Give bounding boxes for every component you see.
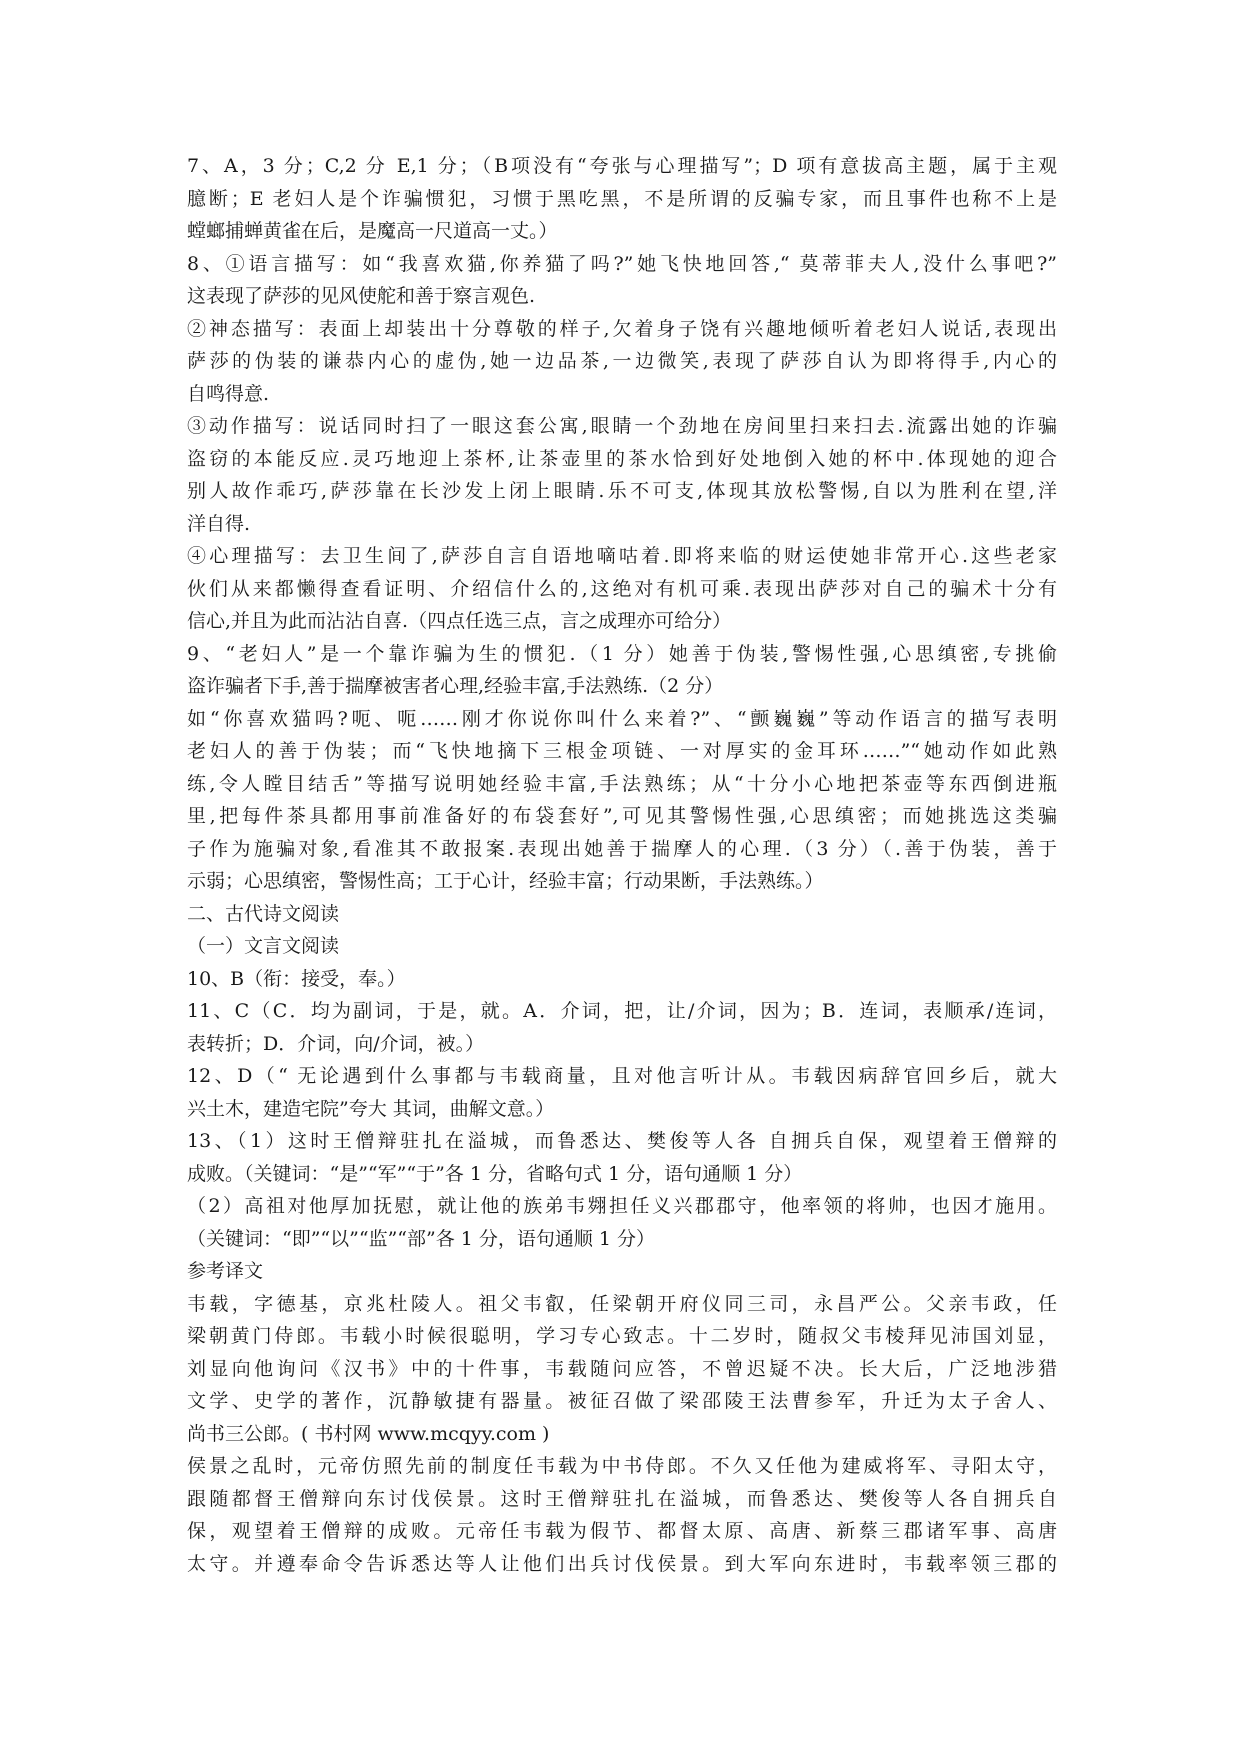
text-line: 文学、史学的著作，沉静敏捷有器量。被征召做了梁邵陵王法曹参军，升迁为太子舍人、 bbox=[187, 1390, 1057, 1412]
text-line: ④心理描写：去卫生间了,萨莎自言自语地嘀咕着.即将来临的财运使她非常开心.这些老家 bbox=[187, 545, 1057, 567]
text-line: 洋自得. bbox=[187, 512, 251, 535]
text-line: 老妇人的善于伪装；而“飞快地摘下三根金项链、一对厚实的金耳环……”“她动作如此熟 bbox=[187, 740, 1057, 762]
text-line: 成败。（关键词：“是”“军”“于”各 1 分，省略句式 1 分，语句通顺 1 分） bbox=[187, 1162, 803, 1185]
text-line: 10、B（衔：接受，奉。） bbox=[187, 967, 406, 990]
text-line: （2）高祖对他厚加抚慰，就让他的族弟韦翙担任义兴郡郡守，他率领的将帅，也因才施用。 bbox=[187, 1195, 1057, 1217]
text-line: 韦载，字德基，京兆杜陵人。祖父韦叡，任梁朝开府仪同三司，永昌严公。父亲韦政，任 bbox=[187, 1292, 1057, 1315]
text-line: 螳螂捕蝉黄雀在后，是魔高一尺道高一丈。） bbox=[187, 220, 558, 242]
text-line: 12、D（“ 无论遇到什么事都与韦载商量，且对他言听计从。韦载因病辞官回乡后，就大 bbox=[187, 1065, 1057, 1087]
text-line: ③动作描写：说话同时扫了一眼这套公寓,眼睛一个劲地在房间里扫来扫去.流露出她的诈骗 bbox=[187, 415, 1057, 437]
text-line: （关键词：“即”“以”“监”“部”各 1 分，语句通顺 1 分） bbox=[187, 1227, 656, 1250]
text-line: 7、A，3 分；C,2 分 E,1 分；（B项没有“夸张与心理描写”；D 项有意拔高主题，属于主观 bbox=[187, 155, 1057, 177]
text-line: 刘显向他询问《汉书》中的十件事，韦载随问应答，不曾迟疑不决。长大后，广泛地涉猎 bbox=[187, 1357, 1057, 1380]
text-line: 别人故作乖巧,萨莎靠在长沙发上闭上眼睛.乐不可支,体现其放松警惕,自以为胜利在望,洋 bbox=[187, 480, 1057, 502]
text-line: 跟随都督王僧辩向东讨伐侯景。这时王僧辩驻扎在溢城，而鲁悉达、樊俊等人各自拥兵自 bbox=[187, 1487, 1057, 1510]
text-line: 里,把每件茶具都用事前准备好的布袋套好”,可见其警惕性强,心思缜密；而她挑选这类骗 bbox=[187, 805, 1057, 827]
text-line: 兴土木，建造宅院”夸大 其词，曲解文意。） bbox=[187, 1097, 555, 1120]
text-line: （一）文言文阅读 bbox=[187, 935, 340, 957]
text-line: 盗窃的本能反应.灵巧地迎上茶杯,让茶壶里的茶水恰到好处地倒入她的杯中.体现她的迎合 bbox=[187, 447, 1057, 470]
text-line: 9、“老妇人”是一个靠诈骗为生的惯犯.（1 分）她善于伪装,警惕性强,心思缜密,专挑偷 bbox=[187, 642, 1057, 665]
text-line: 伙们从来都懒得查看证明、介绍信什么的,这绝对有机可乘.表现出萨莎对自己的骗术十分有 bbox=[187, 577, 1057, 600]
text-line: 梁朝黄门侍郎。韦载小时候很聪明，学习专心致志。十二岁时，随叔父韦棱拜见沛国刘显， bbox=[187, 1325, 1057, 1347]
text-line: 8、①语言描写：如“我喜欢猫,你养猫了吗?”她飞快地回答,“ 莫蒂菲夫人,没什么事吧?” bbox=[187, 252, 1057, 275]
text-line: 二、古代诗文阅读 bbox=[187, 902, 340, 925]
text-line: 自鸣得意. bbox=[187, 382, 270, 405]
text-line: 这表现了萨莎的见风使舵和善于察言观色. bbox=[187, 285, 536, 307]
text-line: 信心,并且为此而沾沾自喜.（四点任选三点，言之成理亦可给分） bbox=[187, 610, 732, 632]
text-line: 侯景之乱时，元帝仿照先前的制度任韦载为中书侍郎。不久又任他为建威将军、寻阳太守， bbox=[187, 1455, 1057, 1477]
text-line: 萨莎的伪装的谦恭内心的虚伪,她一边品茶,一边微笑,表现了萨莎自认为即将得手,内心的 bbox=[187, 350, 1057, 372]
text-line: 太守。并遵奉命令告诉悉达等人让他们出兵讨伐侯景。到大军向东进时，韦载率领三郡的 bbox=[187, 1552, 1057, 1575]
text-line: 臆断；E 老妇人是个诈骗惯犯，习惯于黑吃黑，不是所谓的反骗专家，而且事件也称不上是 bbox=[187, 187, 1057, 210]
text-line: 表转折；D．介词，向/介词，被。） bbox=[187, 1032, 485, 1055]
text-line: 13、（1）这时王僧辩驻扎在溢城，而鲁悉达、樊俊等人各 自拥兵自保，观望着王僧辩的 bbox=[187, 1130, 1057, 1152]
document-body bbox=[187, 150, 1057, 1580]
text-line: 参考译文 bbox=[187, 1260, 264, 1282]
text-line: 子作为施骗对象,看准其不敢报案.表现出她善于揣摩人的心理.（3 分）（.善于伪装，善于 bbox=[187, 837, 1057, 860]
text-line: 示弱；心思缜密，警惕性高；工于心计，经验丰富；行动果断，手法熟练。） bbox=[187, 870, 824, 892]
text-line: 尚书三公郎。( 书村网 www.mcqyy.com ) bbox=[187, 1422, 550, 1445]
text-line: ②神态描写：表面上却装出十分尊敬的样子,欠着身子饶有兴趣地倾听着老妇人说话,表现出 bbox=[187, 317, 1057, 340]
text-line: 11、C（C．均为副词，于是，就。A．介词，把，让/介词，因为；B．连词，表顺承/连词， bbox=[187, 1000, 1057, 1022]
text-line: 保，观望着王僧辩的成败。元帝任韦载为假节、都督太原、高唐、新蔡三郡诸军事、高唐 bbox=[187, 1520, 1057, 1542]
text-line: 如“你喜欢猫吗?呃、呃……刚才你说你叫什么来着?”、“颤巍巍”等动作语言的描写表明 bbox=[187, 707, 1057, 730]
text-line: 练,令人瞠目结舌”等描写说明她经验丰富,手法熟练；从“十分小心地把茶壶等东西倒进瓶 bbox=[187, 772, 1057, 795]
text-line: 盗诈骗者下手,善于揣摩被害者心理,经验丰富,手法熟练.（2 分） bbox=[187, 675, 724, 697]
